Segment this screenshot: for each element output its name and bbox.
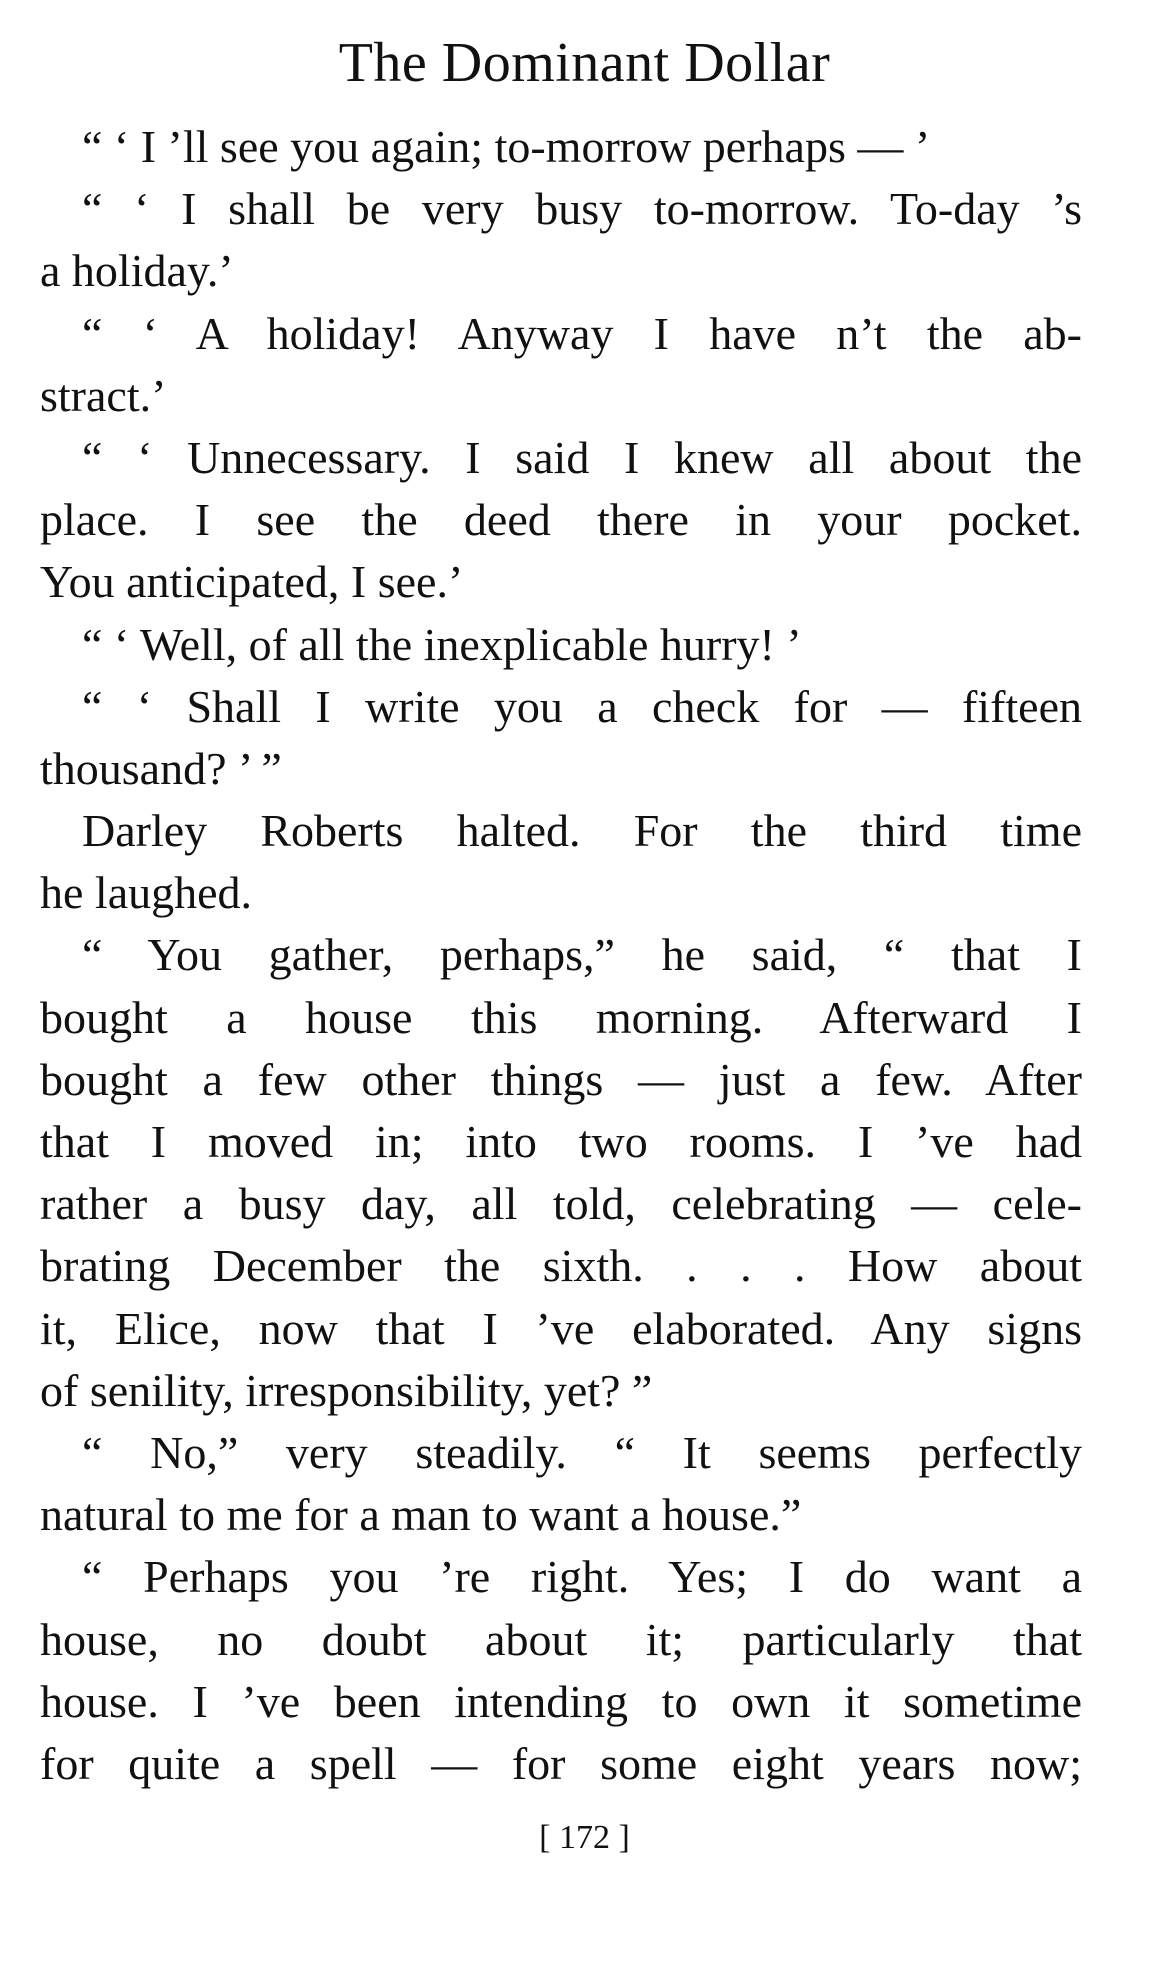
text-line: natural to me for a man to want a house.” [40, 1489, 802, 1541]
text-line: “ ‘ Well, of all the inexplicable hurry! ’ [82, 618, 802, 670]
text-line: “ You gather, perhaps,” he said, “ that I [82, 929, 1082, 981]
text-line: “ ‘ Unnecessary. I said I knew all about the [82, 431, 1082, 483]
text-line: stract.’ [40, 369, 167, 421]
text-line: house, no doubt about it; particularly that [40, 1613, 1082, 1665]
body-text [40, 116, 1082, 1795]
text-line: of senility, irresponsibility, yet? ” [40, 1364, 653, 1416]
text-line: house. I ’ve been intending to own it sometime [40, 1675, 1082, 1727]
page-number: [ 172 ] [539, 1819, 630, 1856]
text-line: “ Perhaps you ’re right. Yes; I do want a [82, 1551, 1082, 1603]
text-line: “ ‘ A holiday! Anyway I have n’t the ab- [82, 307, 1082, 359]
text-line: You anticipated, I see.’ [40, 556, 464, 608]
text-line: “ ‘ I shall be very busy to-morrow. To-day ’s [82, 183, 1082, 235]
text-line: bought a house this morning. Afterward I [40, 991, 1082, 1043]
running-title: The Dominant Dollar [338, 32, 831, 94]
text-line: it, Elice, now that I ’ve elaborated. Any signs [40, 1302, 1082, 1354]
text-line: “ ‘ I ’ll see you again; to-morrow perhaps — ’ [82, 121, 931, 172]
text-line: bought a few other things — just a few. After [40, 1053, 1082, 1105]
text-line: rather a busy day, all told, celebrating — cele- [40, 1178, 1082, 1230]
text-line: a holiday.’ [40, 245, 234, 297]
text-line: Darley Roberts halted. For the third time [82, 805, 1082, 857]
text-line: he laughed. [40, 867, 253, 919]
text-line: “ ‘ Shall I write you a check for — fifteen [82, 680, 1082, 732]
text-line: thousand? ’ ” [40, 742, 282, 794]
text-line: “ No,” very steadily. “ It seems perfectly [82, 1426, 1082, 1478]
text-line: that I moved in; into two rooms. I ’ve had [40, 1116, 1082, 1167]
text-line: place. I see the deed there in your pocket. [40, 494, 1082, 546]
text-line: brating December the sixth. . . . How about [40, 1240, 1082, 1292]
text-line: for quite a spell — for some eight years now; [40, 1737, 1082, 1789]
